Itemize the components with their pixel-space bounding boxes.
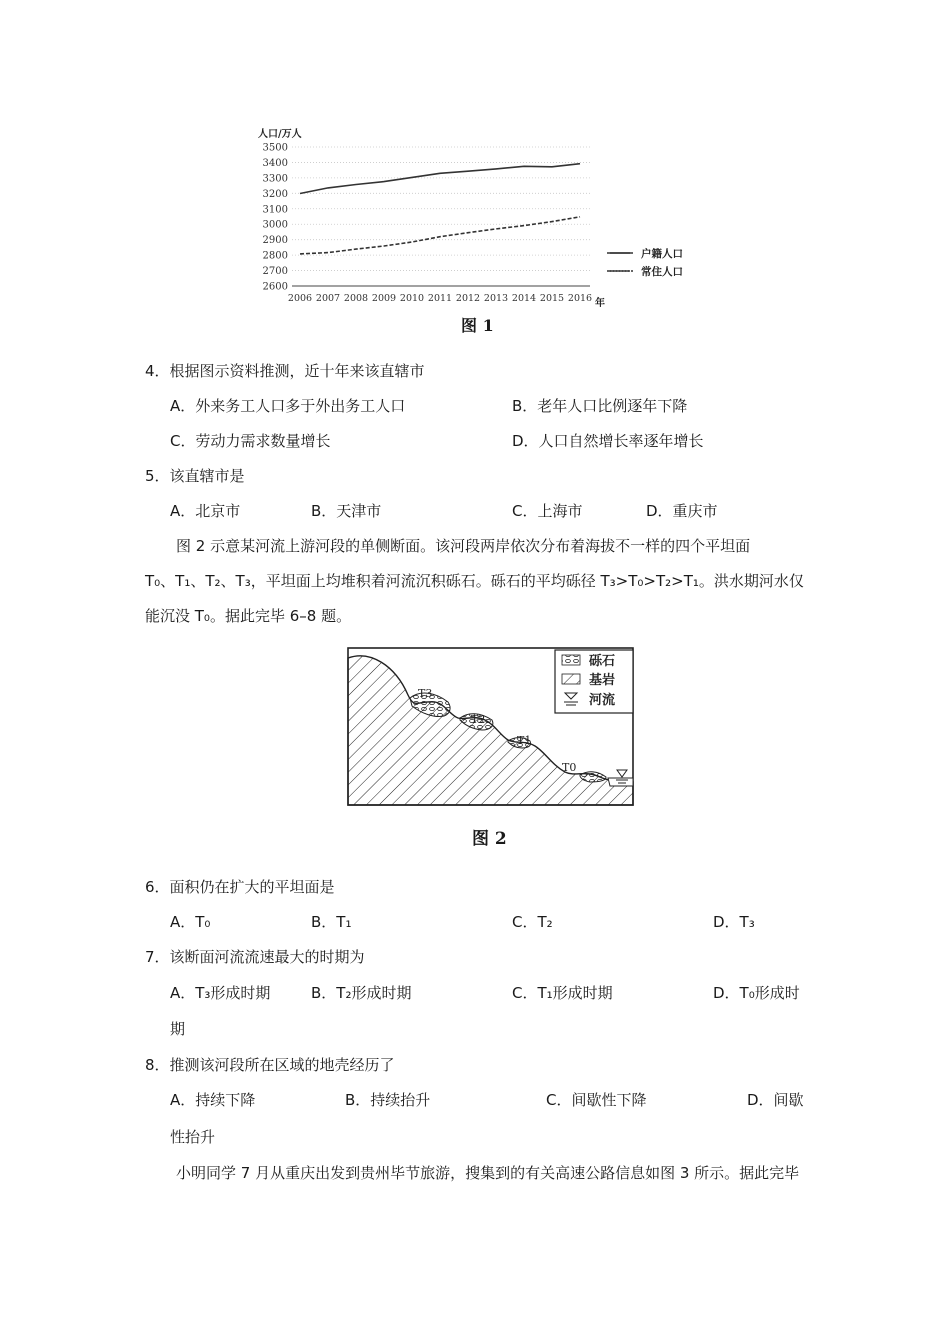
label-t2: T2 — [471, 713, 486, 726]
intro3-line1: 小明同学 7 月从重庆出发到贵州毕节旅游，搜集到的有关高速公路信息如图 3 所示。据此完毕 — [176, 1164, 800, 1182]
series-line-huji — [300, 164, 580, 194]
x-tick-label: 2006 — [287, 293, 313, 304]
intro2-line3: 能沉没 T₀。据此完毕 6–8 题。 — [145, 607, 352, 625]
y-tick-label: 2900 — [262, 235, 288, 247]
intro2-line1: 图 2 示意某河流上游河段的单侧断面。该河段两岸依次分布着海拔不一样的四个平坦面 — [176, 537, 751, 555]
intro2-line2: T₀、T₁、T₂、T₃，平坦面上均堆积着河流沉积砾石。砾石的平均砾径 T₃>T₀>T₂>T₁。洪水期河水仅 — [145, 572, 804, 590]
q7-option-d-cont: 期 — [170, 1020, 186, 1038]
x-tick-label: 2010 — [399, 293, 425, 304]
x-tick-label: 2013 — [483, 293, 509, 304]
x-tick-label: 2015 — [539, 293, 565, 304]
y-tick-label: 3400 — [262, 157, 288, 169]
y-tick-label: 2700 — [262, 266, 288, 278]
x-tick-label: 2012 — [455, 293, 481, 304]
figure2-caption: 图 2 — [472, 829, 507, 849]
q8-option-d: D．间歇 — [747, 1091, 804, 1109]
q7-option-d: D．T₀形成时 — [713, 984, 800, 1002]
q6-option-c: C．T₂ — [512, 913, 553, 931]
y-tick-label: 2800 — [262, 250, 288, 262]
y-tick-label: 2600 — [262, 281, 288, 293]
figure2-diagram — [340, 640, 650, 820]
legend-label-huji: 户籍人口 — [641, 248, 683, 260]
legend-bedrock-icon — [562, 674, 580, 684]
q4-stem: 4．根据图示资料推测，近十年来该直辖市 — [145, 362, 425, 380]
y-tick-label: 3200 — [262, 188, 288, 200]
legend-river-label: 河流 — [589, 693, 616, 708]
y-tick-label: 3100 — [262, 204, 288, 216]
x-tick-label: 2008 — [343, 293, 369, 304]
q7-stem: 7．该断面河流流速最大的时期为 — [145, 948, 365, 966]
q8-option-a: A．持续下降 — [170, 1091, 256, 1109]
q6-stem: 6．面积仍在扩大的平坦面是 — [145, 878, 335, 896]
river-water — [608, 778, 633, 786]
y-tick-label: 3000 — [262, 219, 288, 231]
q5-stem: 5．该直辖市是 — [145, 467, 245, 485]
q7-option-a: A．T₃形成时期 — [170, 984, 271, 1002]
label-t1: T1 — [517, 734, 532, 747]
q4-option-a: A．外来务工人口多于外出务工人口 — [170, 397, 406, 415]
q5-option-d: D．重庆市 — [646, 502, 718, 520]
q5-option-a: A．北京市 — [170, 502, 241, 520]
q8-stem: 8．推测该河段所在区域的地壳经历了 — [145, 1056, 395, 1074]
x-tick-label: 2011 — [427, 293, 453, 304]
q8-option-c: C．间歇性下降 — [546, 1091, 647, 1109]
x-tick-label: 2014 — [511, 293, 537, 304]
legend-label-changzhu: 常住人口 — [641, 266, 683, 278]
q8-option-d-cont: 性抬升 — [170, 1128, 216, 1146]
q4-option-d: D．人口自然增长率逐年增长 — [512, 432, 704, 450]
legend-gravel-icon — [562, 655, 580, 665]
x-tick-label: 2009 — [371, 293, 397, 304]
series-line-changzhu — [300, 217, 580, 254]
figure1-xlabel: 年 — [595, 298, 605, 309]
figure1-caption: 图 1 — [461, 316, 494, 335]
label-t0: T0 — [562, 761, 577, 774]
y-tick-label: 3500 — [262, 142, 288, 154]
q5-option-c: C．上海市 — [512, 502, 583, 520]
q6-option-b: B．T₁ — [311, 913, 352, 931]
q6-option-a: A．T₀ — [170, 913, 211, 931]
figure1-chart — [250, 120, 630, 340]
q6-option-d: D．T₃ — [713, 913, 755, 931]
q4-option-b: B．老年人口比例逐年下降 — [512, 397, 688, 415]
x-tick-label: 2007 — [315, 293, 341, 304]
q7-option-c: C．T₁形成时期 — [512, 984, 613, 1002]
label-t3: T3 — [418, 687, 433, 700]
x-tick-label: 2016 — [567, 293, 593, 304]
figure1-ylabel: 人口/万人 — [258, 129, 302, 140]
q5-option-b: B．天津市 — [311, 502, 382, 520]
q4-option-c: C．劳动力需求数量增长 — [170, 432, 331, 450]
legend-bedrock-label: 基岩 — [589, 673, 616, 688]
legend-gravel-label: 砾石 — [589, 654, 616, 669]
figure1-legend — [605, 243, 695, 283]
q7-option-b: B．T₂形成时期 — [311, 984, 412, 1002]
y-tick-label: 3300 — [262, 173, 288, 185]
q8-option-b: B．持续抬升 — [345, 1091, 431, 1109]
gravel-t0 — [580, 772, 606, 782]
